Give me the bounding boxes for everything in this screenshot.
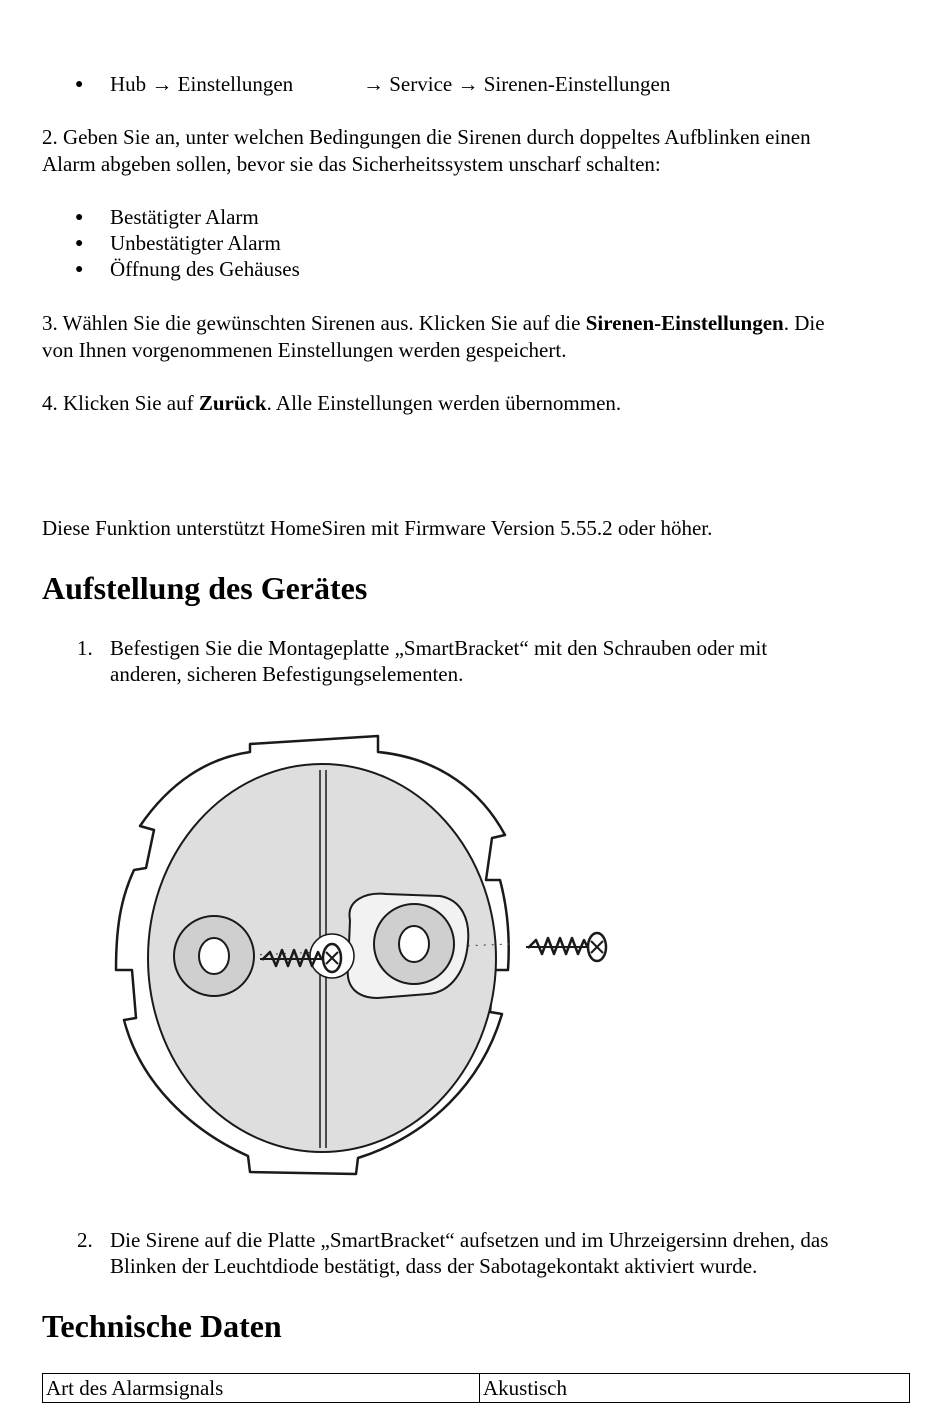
tech-data-table: [42, 1373, 910, 1403]
table-cell-value: Akustisch: [480, 1374, 910, 1403]
nav-path-second: → Service → Sirenen-Einstellungen: [363, 72, 671, 96]
loose-screw-icon: [526, 933, 606, 961]
nav-path-first: Hub → Einstellungen: [110, 72, 294, 96]
step2-line1: 2. Geben Sie an, unter welchen Bedingungen die Sirenen durch doppeltes Aufblinken einen: [42, 125, 811, 149]
tech-data-heading: Technische Daten: [42, 1308, 282, 1344]
installation-step1-line2: anderen, sicheren Befestigungselementen.: [110, 662, 464, 686]
list-bullet: ●: [75, 236, 84, 251]
installation-heading: Aufstellung des Gerätes: [42, 570, 368, 606]
step-number: 2.: [77, 1228, 93, 1252]
step4-prefix: 4. Klicken Sie auf: [42, 391, 199, 415]
step4-line: [42, 390, 621, 417]
step3-line1: [42, 310, 825, 337]
alarm-option: Bestätigter Alarm: [110, 205, 259, 229]
left-screw-boss: [174, 916, 254, 996]
step-number: 1.: [77, 636, 93, 660]
smartbracket-mounting-illustration: [110, 730, 620, 1185]
step4-suffix: . Alle Einstellungen werden übernommen.: [266, 391, 622, 415]
list-bullet: ●: [75, 77, 84, 92]
table-row: [43, 1374, 910, 1403]
step3-suffix: . Die: [783, 311, 825, 335]
alarm-option: Unbestätigter Alarm: [110, 231, 281, 255]
firmware-note: Diese Funktion unterstützt HomeSiren mit Firmware Version 5.55.2 oder höher.: [42, 516, 713, 540]
step3-line2: von Ihnen vorgenommenen Einstellungen werden gespeichert.: [42, 338, 567, 362]
installation-step2-line1: Die Sirene auf die Platte „SmartBracket“ aufsetzen und im Uhrzeigersinn drehen, das: [110, 1228, 829, 1252]
step2-line2: Alarm abgeben sollen, bevor sie das Sicherheitssystem unscharf schalten:: [42, 152, 661, 176]
table-cell-label: Art des Alarmsignals: [43, 1374, 480, 1403]
step3-prefix: 3. Wählen Sie die gewünschten Sirenen aus. Klicken Sie auf die: [42, 311, 586, 335]
list-bullet: ●: [75, 262, 84, 277]
step4-bold-label: Zurück: [198, 391, 267, 415]
installation-step2-line2: Blinken der Leuchtdiode bestätigt, dass der Sabotagekontakt aktiviert wurde.: [110, 1254, 758, 1278]
step3-bold-label: Sirenen-Einstellungen: [585, 311, 784, 335]
installation-step1-line1: Befestigen Sie die Montageplatte „SmartBracket“ mit den Schrauben oder mit: [110, 636, 768, 660]
list-bullet: ●: [75, 210, 84, 225]
right-slot: [348, 894, 469, 998]
alarm-option: Öffnung des Gehäuses: [110, 257, 300, 281]
